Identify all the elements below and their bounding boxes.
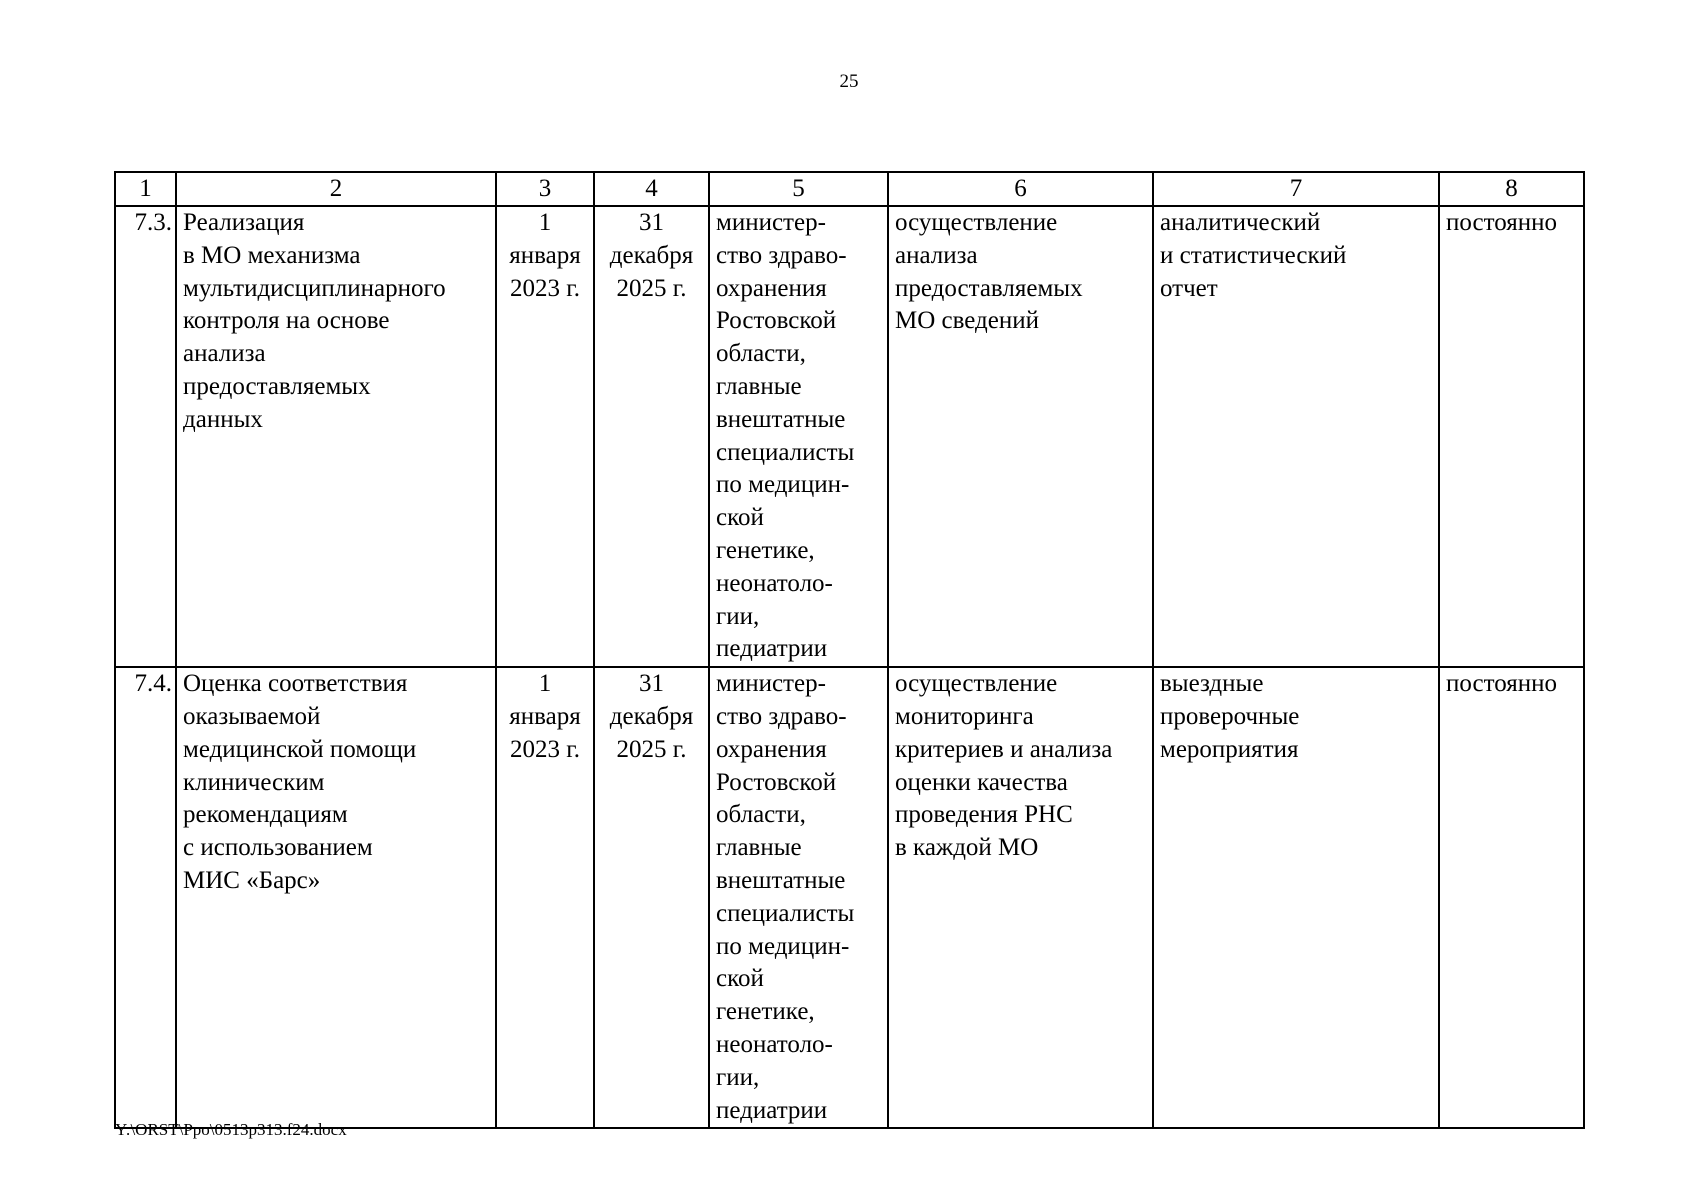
column-header: 2 bbox=[176, 172, 496, 206]
table-header-row bbox=[115, 172, 1584, 206]
column-header: 6 bbox=[888, 172, 1153, 206]
column-header: 1 bbox=[115, 172, 176, 206]
column-header: 5 bbox=[709, 172, 888, 206]
page-number: 25 bbox=[839, 71, 859, 92]
frequency: постоянно bbox=[1439, 206, 1584, 667]
column-header: 4 bbox=[594, 172, 709, 206]
end-date: 31 декабря 2025 г. bbox=[594, 667, 709, 1128]
start-date: 1 января 2023 г. bbox=[496, 667, 594, 1128]
frequency: постоянно bbox=[1439, 667, 1584, 1128]
action-description: осуществление анализа предоставляемых МО сведений bbox=[888, 206, 1153, 667]
column-header: 3 bbox=[496, 172, 594, 206]
column-header: 7 bbox=[1153, 172, 1439, 206]
document-file-path: Y:\ORST\Ppo\0513p313.f24.docx bbox=[115, 1120, 347, 1139]
action-description: осуществление мониторинга критериев и анализа оценки качества проведения РНС в каждой МО bbox=[888, 667, 1153, 1128]
table-row bbox=[115, 667, 1584, 1128]
table-row bbox=[115, 206, 1584, 667]
start-date: 1 января 2023 г. bbox=[496, 206, 594, 667]
row-number: 7.3. bbox=[115, 206, 176, 667]
event-description: Оценка соответствия оказываемой медицинской помощи клиническим рекомендациям с использованием МИС «Барс» bbox=[176, 667, 496, 1128]
event-description: Реализация в МО механизма мультидисциплинарного контроля на основе анализа предоставляемых данных bbox=[176, 206, 496, 667]
plan-table bbox=[114, 171, 1585, 1129]
row-number: 7.4. bbox=[115, 667, 176, 1128]
result-description: выездные проверочные мероприятия bbox=[1153, 667, 1439, 1128]
responsible-party: министер- ство здраво- охранения Ростовской области, главные внештатные специалисты по медицин- ской генетике, неонатоло- гии, педиатрии bbox=[709, 206, 888, 667]
end-date: 31 декабря 2025 г. bbox=[594, 206, 709, 667]
column-header: 8 bbox=[1439, 172, 1584, 206]
result-description: аналитический и статистический отчет bbox=[1153, 206, 1439, 667]
responsible-party: министер- ство здраво- охранения Ростовской области, главные внештатные специалисты по медицин- ской генетике, неонатоло- гии, педиатрии bbox=[709, 667, 888, 1128]
